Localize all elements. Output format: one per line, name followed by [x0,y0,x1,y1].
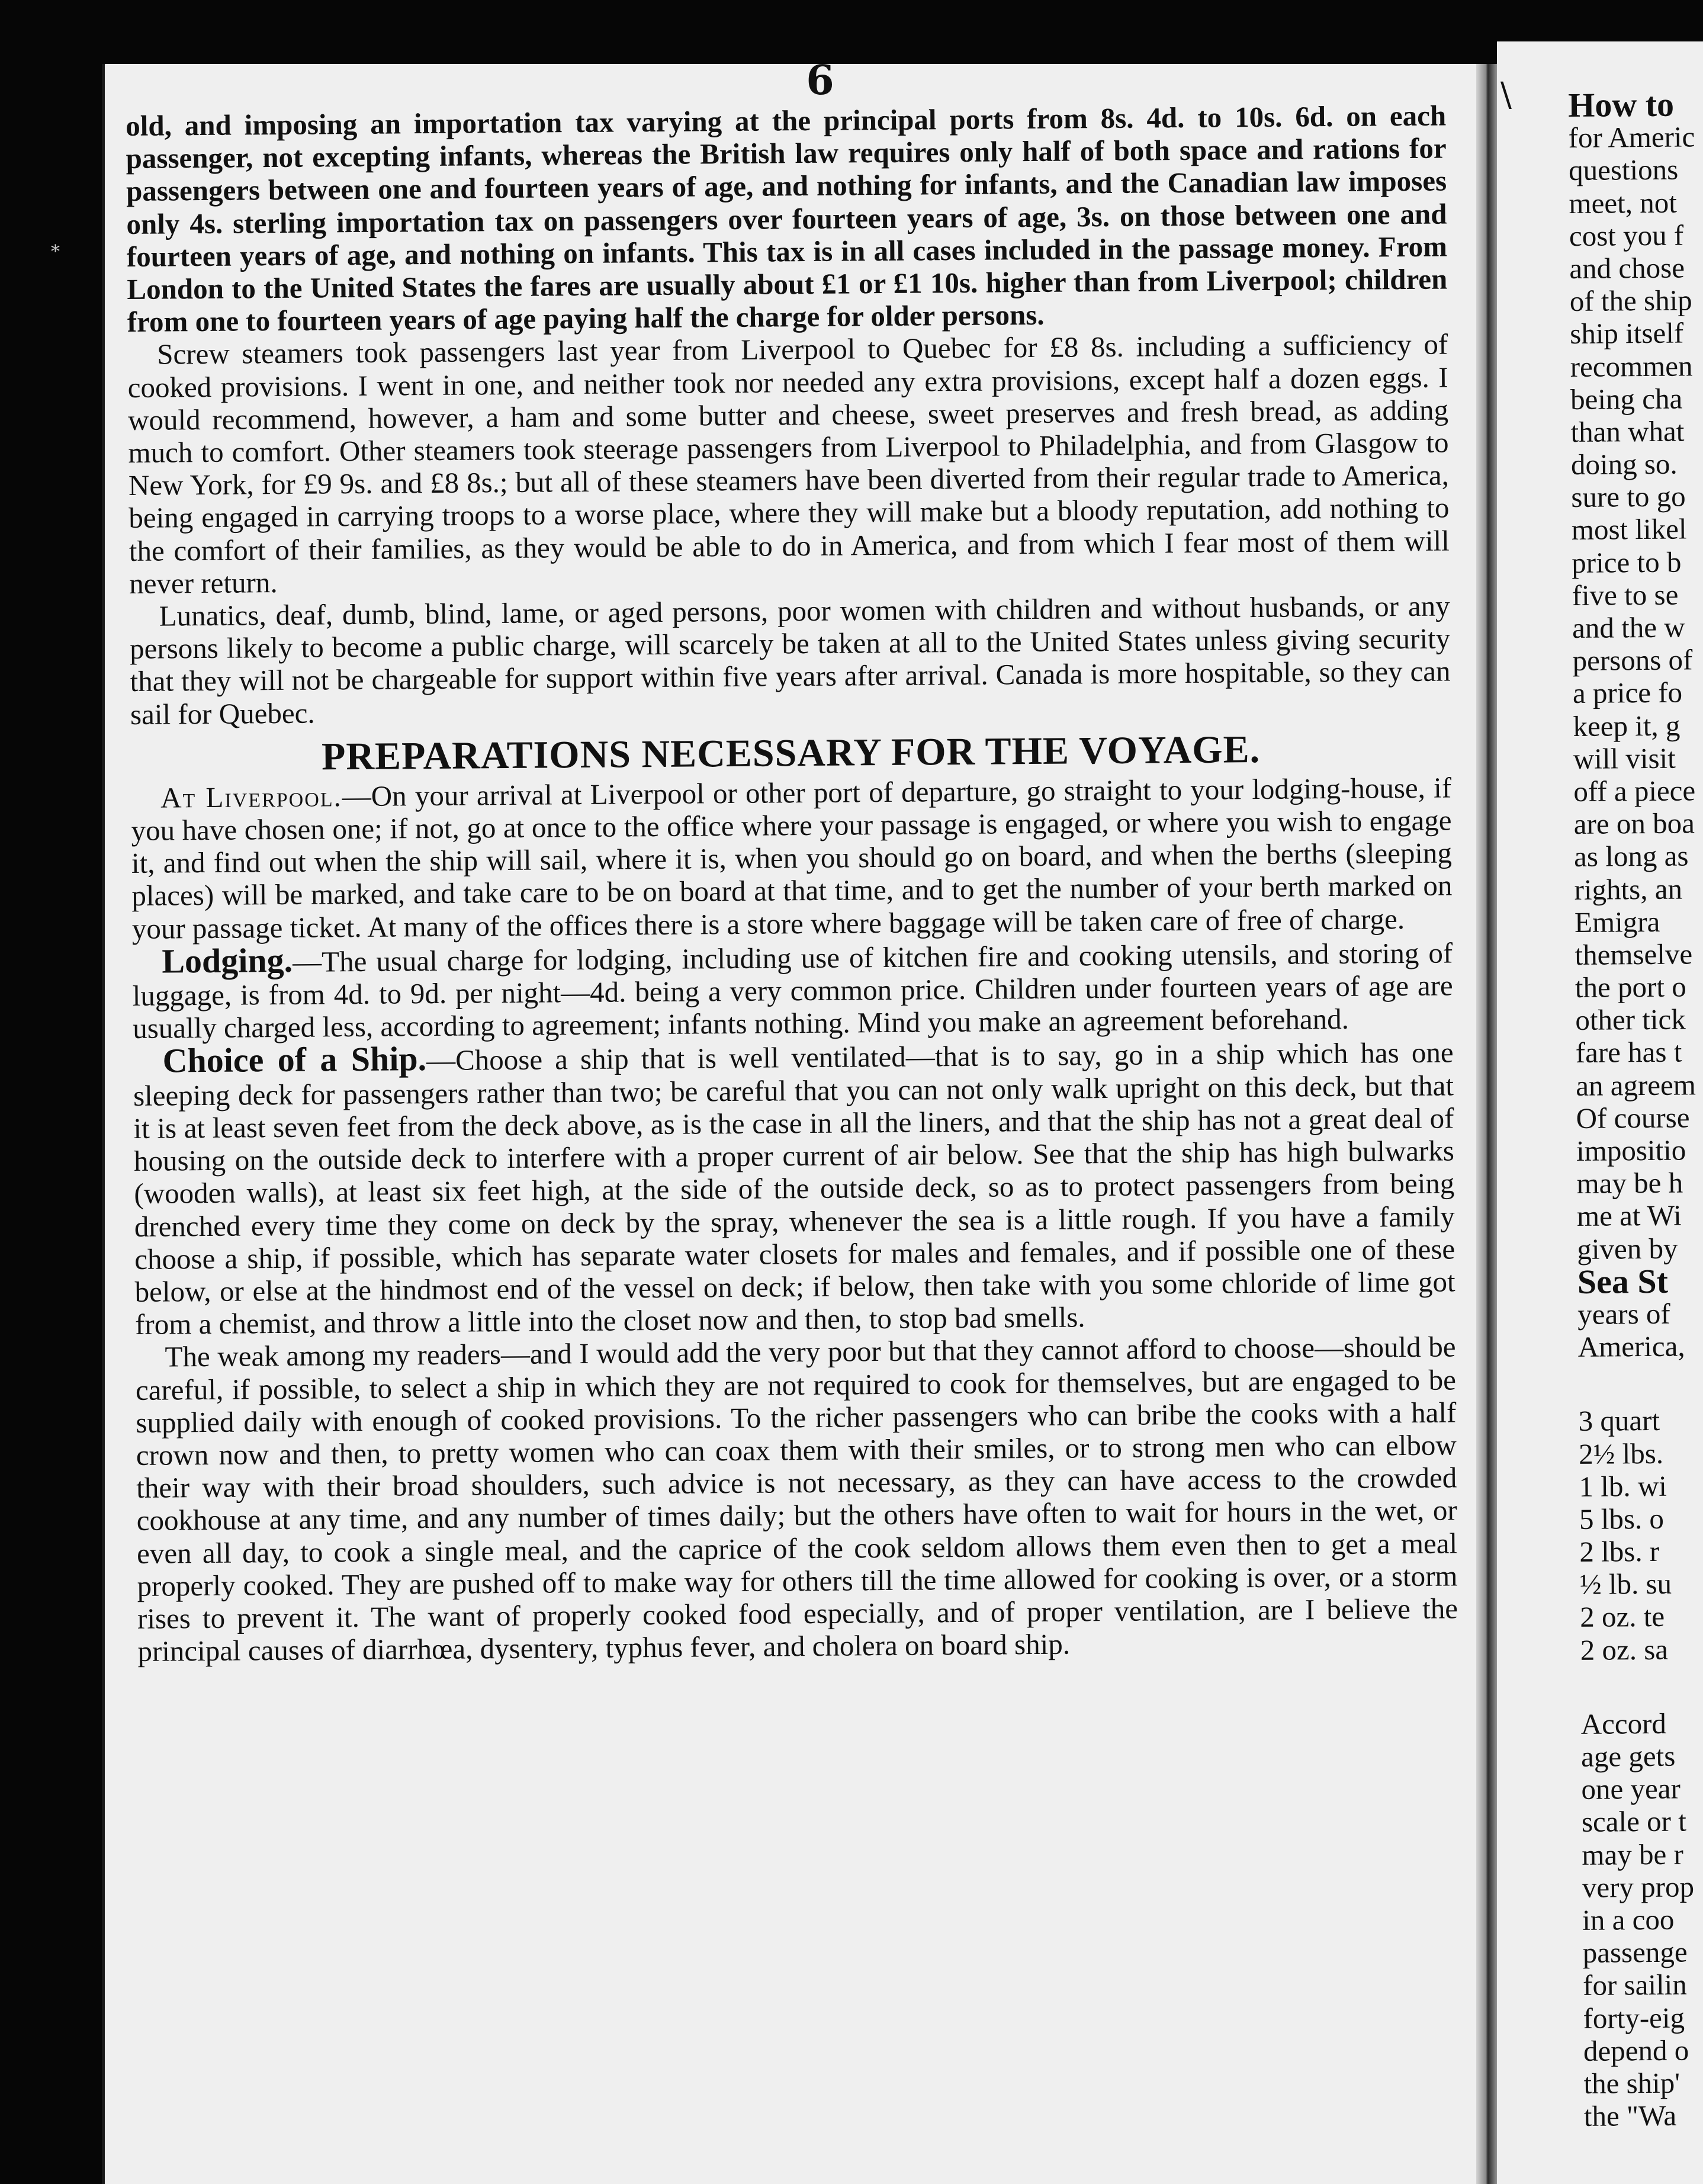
paragraph-lead: Lodging. [162,940,293,981]
right-page-line: questions [1568,153,1679,187]
right-page-line: may be h [1576,1166,1683,1200]
right-page-line: are on boa [1573,807,1695,841]
paragraph-body: —On your arrival at Liverpool or other port of departure, go straight to your lodging-house, if you have chosen one; if not, go at once to the office where your passage is engaged, or where you wish to engage it, and find out when the ship will sail, where it is, when you should go on board, and when the berths (sleeping places) will be marked, and take care to be on board at that time, and to get the number of your berth marked on your passage ticket. At many of the offices there is a store where baggage will be taken care of free of charge. [131,771,1453,945]
paragraph-steamers: Screw steamers took passengers last year from Liverpool to Quebec for £8 8s. including a sufficiency of cooked provisions. I went in one, and neither took nor needed any extra provisions, except half a dozen eggs. I would recommend, however, a ham and some butter and cheese, sweet preserves and fresh bread, as adding much to comfort. Other steamers took steerage passengers from Liverpool to Philadelphia, and from Glasgow to New York, for £9 9s. and £8 8s.; but all of these steamers have been diverted from their regular trade to America, being engaged in carrying troops to a worse place, where they will make but a bloody reputation, add nothing to the comfort of their families, as they would be able to do in America, and from which I fear most of them will never return. [127,327,1450,600]
right-page-line: keep it, g [1573,709,1680,743]
right-page-line: most likel [1571,512,1687,547]
right-page-line: the ship' [1583,2066,1680,2100]
right-page-line: five to se [1572,578,1679,612]
paragraph-body: —Choose a ship that is well ventilated—that is to say, go in a ship which has one sleeping deck for passengers rather than two; be careful that you can not only walk upright on this deck, but that it is at least seven feet from the deck above, as is the case in all the liners, and that the ship has not a great deal of housing on the outside deck to interfere with a proper current of air below. See that the ship has high bulwarks (wooden walls), at least six feet high, at the side of the outside deck, so as to protect passengers from being drenched every time they come on deck by the spray, whenever the sea is a little rough. If you have a family choose a ship, if possible, which has separate water closets for males and females, and if possible one of these below, or else at the hindmost end of the vessel on deck; if below, then take with you some chloride of lime got from a chemist, and throw a little into the closet now and then, to stop bad smells. [133,1036,1455,1341]
right-page-line: Emigra [1574,905,1660,939]
page-number: 6 [806,57,834,104]
right-page-line: ½ lb. su [1579,1567,1672,1601]
section-heading: PREPARATIONS NECESSARY FOR THE VOYAGE. [321,727,1261,779]
right-page-line: years of [1577,1297,1670,1331]
paragraph-lead: Choice of a Ship. [162,1039,427,1081]
paragraph-body: —The usual charge for lodging, including use of kitchen fire and cooking utensils, and storing of luggage, is from 4d. to 9d. per night—4d. being a very common price. Children under fourteen years of age are usually charged less, according to agreement; infants nothing. Mind you make an agreement beforehand. [132,936,1453,1045]
paragraph-lodging [132,934,1453,1045]
right-page-line: for Americ [1568,120,1695,155]
right-page-line: 3 quart [1578,1404,1660,1438]
right-page-line: one year [1581,1772,1681,1806]
right-page-line: 2 oz. te [1580,1600,1665,1634]
right-page-line: very prop [1582,1870,1695,1904]
right-page-line: may be r [1582,1838,1684,1871]
paragraph-restrictions: Lunatics, deaf, dumb, blind, lame, or aged persons, poor women with children and without husbands, or any persons likely to become a public charge, will scarcely be taken at all to the United States unless giving security that they will not be chargeable for support within five years after arrival. Canada is more hospitable, so they can sail for Quebec. [129,589,1451,731]
right-page-line: 2 oz. sa [1580,1633,1669,1666]
right-page-line: age gets [1580,1739,1676,1773]
right-page-line: ship itself [1570,316,1684,351]
right-page-text [1567,85,1703,2132]
right-page-line: and chose [1569,251,1685,285]
right-page-line: America, [1577,1329,1685,1364]
margin-mark: \ [1500,76,1512,114]
scan-speck: ⁎ [51,236,60,256]
right-page-line: How to [1567,85,1675,124]
right-page-line: scale or t [1581,1804,1687,1839]
right-page-line: 5 lbs. o [1579,1502,1665,1536]
right-page-line: in a coo [1582,1903,1675,1936]
right-page-line: meet, not [1569,186,1678,220]
right-page-line: fare has t [1575,1035,1682,1069]
right-page-line: off a piece [1573,774,1696,808]
left-page-text [126,99,1458,1668]
right-page-line: themselve [1575,937,1693,971]
right-page-line: rights, an [1574,872,1683,906]
paragraph-weak-readers: The weak among my readers—and I would add the very poor but that they cannot afford to choose—should be careful, if possible, to select a ship in which they are not required to cook for themselves, but are engaged to be supplied daily with enough of cooked provisions. To the richer passengers who can bribe the cooks with a half crown now and then, to pretty women who can coax them with their smiles, or to strong men who can elbow their way with their broad shoulders, such advice is not necessary, as they can have access to the crowded cookhouse at any time, and any number of times daily; but the others have often to wait for hours in the wet, or even all day, to cook a single meal, and the caprice of the cook seldom allows them even then to get a meal properly cooked. They are pushed off to make way for others till the time allowed for cooking is over, or a storm rises to prevent it. The want of properly cooked food especially, and of proper ventilation, are I believe the principal causes of diarrhœa, dysentery, typhus fever, and cholera on board ship. [135,1330,1458,1668]
right-page-line: price to b [1572,545,1682,579]
right-page-line: given by [1577,1232,1678,1266]
right-page-line: than what [1570,415,1685,448]
right-page-line: Of course [1576,1101,1690,1135]
right-page-line: 1 lb. wi [1579,1469,1667,1503]
right-page-line: cost you f [1569,219,1684,252]
right-page-line: sure to go [1571,480,1686,514]
right-page-line: Sea St [1577,1261,1669,1301]
paragraph-fares: old, and imposing an importation tax varying at the principal ports from 8s. 4d. to 10s. 6d. on each passenger, not excepting infants, whereas the British law requires only half of both space and rations for passengers between one and fourteen years of age, and nothing for infants, and the Canadian law imposes only 4s. sterling importation tax on passengers over fourteen years of age, 3s. on those between one and fourteen years of age, and nothing on infants. This tax is in all cases included in the passage money. From London to the United States the fares are usually about £1 or £1 10s. higher than from Liverpool; children from one to fourteen years of age paying half the charge for older persons. [126,99,1448,339]
right-page-line: me at Wi [1576,1199,1682,1233]
right-page-line: 2½ lbs. [1578,1437,1664,1470]
right-page-line: doing so. [1570,447,1678,481]
right-page-line: and the w [1572,611,1685,644]
right-page-line: being cha [1570,382,1683,416]
right-page-line: of the ship [1569,284,1692,318]
right-page-line: Accord [1580,1707,1667,1740]
right-page-line: the port o [1575,970,1686,1004]
right-page-line: forty-eig [1583,2001,1685,2035]
right-page-line: other tick [1575,1003,1686,1037]
paragraph-choice-of-ship [133,1035,1455,1341]
right-page-line: depend o [1583,2034,1689,2067]
right-page-line: impositio [1576,1133,1686,1167]
book-gutter [1476,64,1498,2184]
paragraph-at-liverpool [131,771,1453,945]
paragraph-lead: At Liverpool. [160,780,343,814]
right-page-line: 2 lbs. r [1579,1534,1660,1568]
right-page-line: recommen [1570,349,1693,383]
right-page-line: will visit [1573,741,1676,775]
right-page-line: a price fo [1572,676,1683,710]
right-page-line: for sailin [1582,1968,1687,2002]
right-page-line: persons of [1572,643,1693,677]
right-page-line: an agreem [1576,1068,1696,1102]
right-page-line: as long as [1573,839,1689,873]
right-page-line: passenge [1582,1935,1688,1970]
right-page-line: the "Wa [1583,2099,1677,2132]
